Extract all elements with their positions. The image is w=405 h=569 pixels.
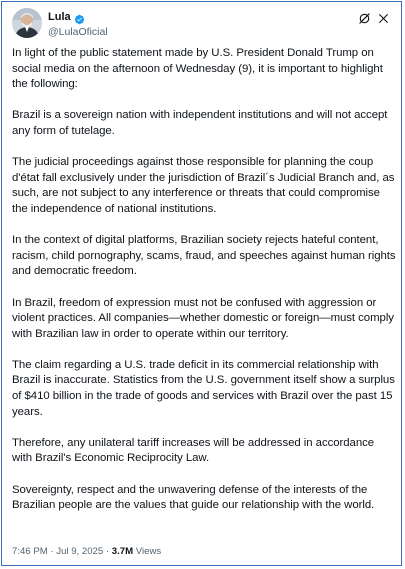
post-date[interactable]: Jul 9, 2025 <box>56 546 104 557</box>
grok-icon[interactable] <box>357 11 371 25</box>
post-paragraph: Sovereignty, respect and the unwavering defense of the interests of the Brazilian people are the values that guide our relationship with the world. <box>12 483 375 512</box>
post-paragraph: Brazil is a sovereign nation with independent institutions and will not accept any form of tutelage. <box>12 109 388 137</box>
post-paragraph: In light of the public statement made by U.S. President Donald Trump on social media on the afternoon of Wednesday (9), it is important to highlight the following: <box>12 47 383 91</box>
post-card <box>1 1 402 566</box>
post-header <box>12 8 393 42</box>
meta-separator: · <box>105 546 110 557</box>
post-text <box>12 46 396 529</box>
avatar[interactable] <box>12 8 42 38</box>
post-paragraph: Therefore, any unilateral tariff increases will be addressed in accordance with Brazil's Economic Reciprocity Law. <box>12 436 375 465</box>
close-icon[interactable] <box>376 11 390 25</box>
post-paragraph: The judicial proceedings against those responsible for planning the coup d'état fall exclusively under the jurisdiction of Brazil´s Judicial Branch and, as such, are not subject to any interference or threats that could compromise the independence of national institutions. <box>12 156 395 215</box>
meta-separator: · <box>50 546 54 557</box>
post-paragraph: The claim regarding a U.S. trade deficit in its commercial relationship with Brazil is inaccurate. Statistics from the U.S. government itself show a surplus of $410 billion in the trade of goods and services with Brazil over the past 15 years. <box>12 358 395 418</box>
author-block <box>48 10 108 39</box>
post-paragraph: In Brazil, freedom of expression must not be confused with aggression or violent practices. All companies—whether domestic or foreign—must comply with Brazilian law in order to operate within our territory. <box>12 296 394 340</box>
verified-badge-icon <box>74 12 85 23</box>
views-count[interactable]: 3.7M <box>111 546 134 557</box>
views-label: Views <box>135 546 162 557</box>
post-time[interactable]: 7:46 PM <box>12 546 48 557</box>
post-meta <box>12 546 161 557</box>
post-paragraph: In the context of digital platforms, Brazilian society rejects hateful content, racism, child pornography, scams, fraud, and speeches against human rights and democratic freedom. <box>12 234 396 278</box>
author-name[interactable]: Lula <box>48 11 71 23</box>
author-handle[interactable]: @LulaOficial <box>48 26 108 38</box>
